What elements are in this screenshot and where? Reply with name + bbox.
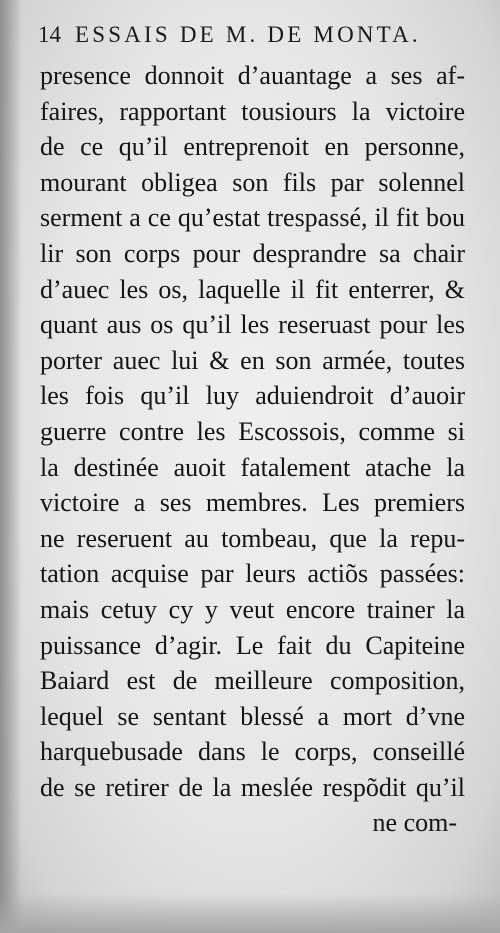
text-line: mais cetuy cy y veut encore trainer la bbox=[40, 594, 465, 624]
text-line: serment a ce qu’estat trespassé, il fit bou bbox=[40, 203, 465, 233]
bottom-shadow bbox=[0, 893, 500, 933]
text-line: quant aus os qu’il les reseruast pour les bbox=[40, 310, 465, 340]
text-line: porter auec lui & en son armée, toutes bbox=[40, 345, 465, 375]
running-head bbox=[38, 22, 458, 56]
text-line: lequel se sentant blessé a mort d’vne bbox=[40, 701, 465, 731]
text-line: puissance d’agir. Le fait du Capiteine bbox=[40, 630, 465, 660]
text-line: de se retirer de la meslée respõdit qu’il bbox=[40, 772, 465, 802]
text-line: presence donnoit d’auantage a ses af- bbox=[40, 61, 465, 90]
text-line: d’auec les os, laquelle il fit enterrer, & bbox=[40, 274, 465, 304]
page-number: 14 bbox=[38, 22, 61, 47]
running-title: ESSAIS DE M. DE MONTA. bbox=[75, 22, 421, 47]
text-line: victoire a ses membres. Les premiers bbox=[40, 488, 465, 518]
text-line: harquebusade dans le corps, conseillé bbox=[40, 737, 465, 767]
text-block bbox=[40, 58, 465, 841]
text-line: guerre contre les Escossois, comme si bbox=[40, 416, 465, 446]
text-line: tation acquise par leurs actiõs passées: bbox=[40, 559, 465, 589]
catchword-line: ne com- bbox=[372, 808, 457, 838]
text-line: mourant obligea son fils par solennel bbox=[40, 167, 465, 197]
text-line: ne reseruent au tombeau, que la repu- bbox=[40, 523, 465, 553]
text-line: de ce qu’il entreprenoit en personne, bbox=[40, 132, 465, 162]
gutter-shadow bbox=[0, 0, 22, 933]
text-line: faires, rapportant tousiours la victoire bbox=[40, 96, 465, 126]
text-line: lir son corps pour desprandre sa chair bbox=[40, 238, 465, 268]
text-line: les fois qu’il luy aduiendroit d’auoir bbox=[40, 381, 465, 411]
text-line: Baiard est de meilleure composition, bbox=[40, 666, 465, 696]
text-line: la destinée auoit fatalement atache la bbox=[40, 452, 465, 482]
